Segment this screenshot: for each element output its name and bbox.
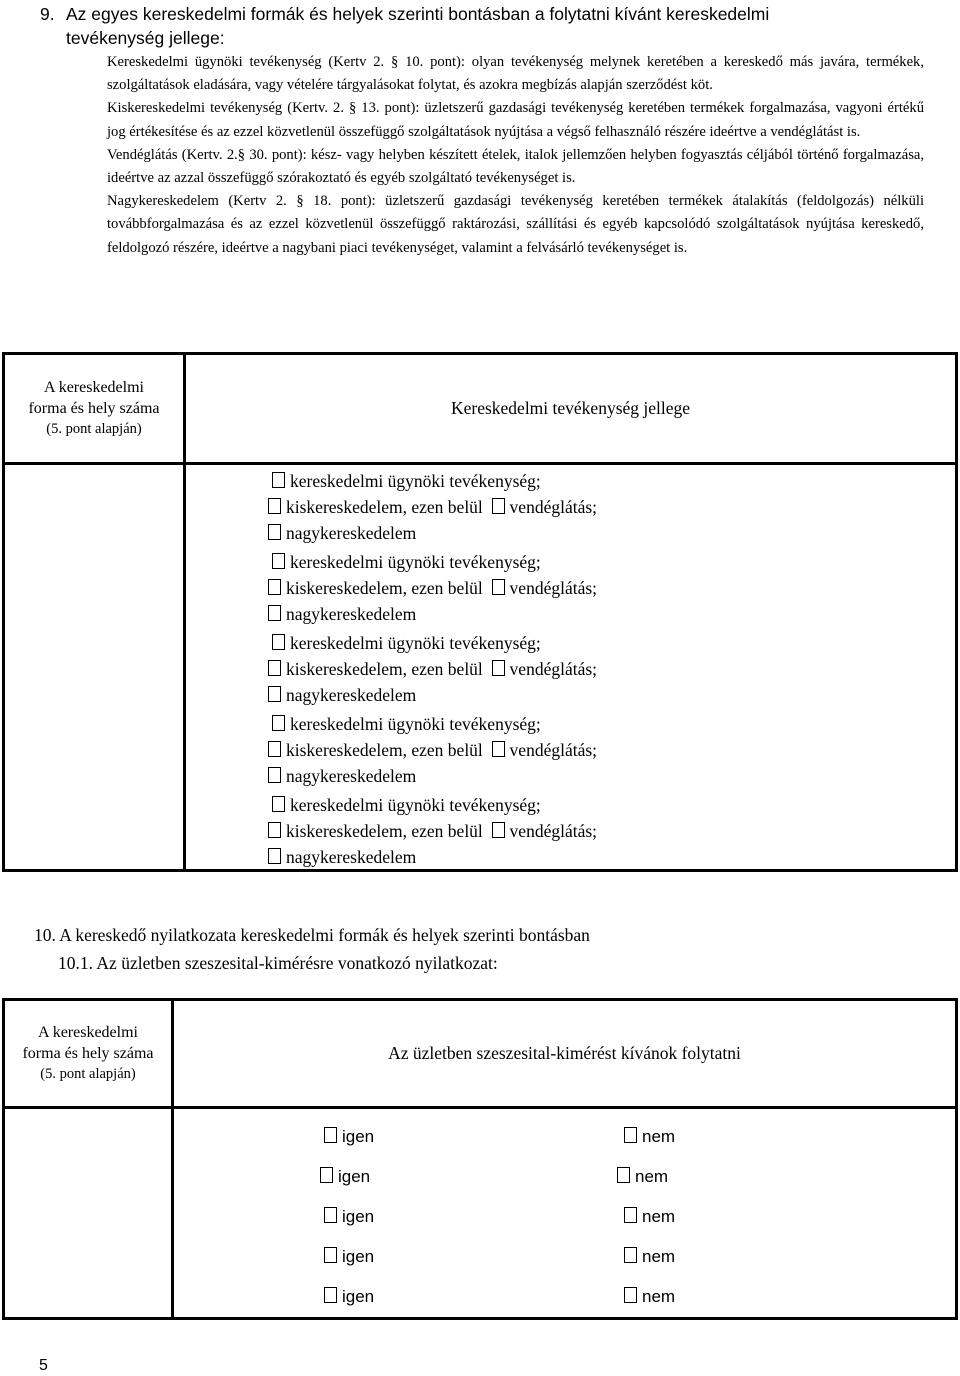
- table2-options: [174, 1109, 955, 1317]
- option-label: kiskereskedelem, ezen belül: [286, 497, 483, 517]
- option-label: kereskedelmi ügynöki tevékenység;: [290, 714, 541, 734]
- option-agent-2[interactable]: [272, 552, 541, 572]
- checkbox-icon[interactable]: [324, 1127, 337, 1143]
- option-retail-1[interactable]: [268, 497, 597, 517]
- table1-left-header: [4, 354, 185, 464]
- checkbox-icon[interactable]: [268, 741, 281, 757]
- option-wholesale-2[interactable]: [268, 604, 416, 624]
- section-9-heading: [40, 2, 930, 50]
- option-label: nagykereskedelem: [286, 523, 417, 543]
- checkbox-icon[interactable]: [268, 848, 281, 864]
- option-yes-4[interactable]: [324, 1247, 374, 1267]
- option-label: nem: [642, 1207, 676, 1226]
- checkbox-icon[interactable]: [624, 1287, 637, 1303]
- option-retail-5[interactable]: [268, 821, 597, 841]
- option-label: kiskereskedelem, ezen belül: [286, 578, 483, 598]
- checkbox-icon[interactable]: [492, 498, 505, 514]
- table2-options-cell: [173, 1108, 957, 1319]
- checkbox-icon[interactable]: [624, 1247, 637, 1263]
- option-label: kereskedelmi ügynöki tevékenység;: [290, 471, 541, 491]
- option-label: igen: [342, 1207, 375, 1226]
- option-wholesale-3[interactable]: [268, 685, 416, 705]
- table1-left-header-line2: forma és hely száma: [28, 400, 160, 417]
- option-retail-3[interactable]: [268, 659, 597, 679]
- checkbox-icon[interactable]: [492, 660, 505, 676]
- checkbox-icon[interactable]: [324, 1207, 337, 1223]
- definition-wholesale: Nagykereskedelem (Kertv 2. § 18. pont): üzletszerű gazdasági tevékenység keretében termékek átalakítás (feldolgozás) nélküli továbbforgalmazása és az ezzel közvetlenül összefüggő raktározási, szállítási és egyéb kapcsolódó szolgáltatások nyújtása kereskedő, feldolgozó részére, ideértve a nagybani piaci tevékenységet, valamint a felvásárló tevékenységet is.: [107, 193, 924, 256]
- checkbox-icon[interactable]: [272, 715, 285, 731]
- checkbox-icon[interactable]: [324, 1287, 337, 1303]
- option-agent-1[interactable]: [272, 471, 541, 491]
- checkbox-icon[interactable]: [268, 660, 281, 676]
- option-label: igen: [342, 1287, 375, 1306]
- option-yes-1[interactable]: [324, 1127, 374, 1147]
- option-label: nem: [642, 1127, 676, 1146]
- checkbox-icon[interactable]: [268, 767, 281, 783]
- table2-left-header-line2: forma és hely száma: [22, 1045, 154, 1062]
- checkbox-icon[interactable]: [492, 822, 505, 838]
- option-retail-2[interactable]: [268, 578, 597, 598]
- option-no-2[interactable]: [617, 1167, 668, 1187]
- option-label: nem: [642, 1287, 676, 1306]
- table1-left-header-line3: (5. pont alapján): [46, 421, 142, 437]
- option-label: vendéglátás;: [509, 497, 598, 517]
- table2-left-header-line1: A kereskedelmi: [38, 1024, 138, 1041]
- checkbox-icon[interactable]: [324, 1247, 337, 1263]
- option-no-3[interactable]: [624, 1207, 675, 1227]
- table2-left-header: [4, 1000, 173, 1108]
- option-label: nagykereskedelem: [286, 604, 417, 624]
- option-label: vendéglátás;: [509, 740, 598, 760]
- checkbox-icon[interactable]: [272, 472, 285, 488]
- option-label: vendéglátás;: [509, 578, 598, 598]
- checkbox-icon[interactable]: [272, 553, 285, 569]
- option-label: vendéglátás;: [509, 821, 598, 841]
- alcohol-serving-table: [2, 998, 958, 1320]
- option-agent-3[interactable]: [272, 633, 541, 653]
- definition-retail: Kiskereskedelmi tevékenység (Kertv. 2. § 13. pont): üzletszerű gazdasági tevékenység keretében termékek forgalmazása, vagyoni értékű jog értékesítése és az ezzel közvetlenül összefüggő szolgáltatások nyújtása a végső felhasználó részére ideértve a vendéglátást is.: [107, 100, 924, 140]
- activity-type-table: [2, 352, 958, 872]
- option-wholesale-1[interactable]: [268, 523, 416, 543]
- checkbox-icon[interactable]: [268, 605, 281, 621]
- table1-form-number-cell[interactable]: [4, 464, 185, 871]
- definition-catering: Vendéglátás (Kertv. 2.§ 30. pont): kész- vagy helyben készített ételek, italok jellemzően helyben fogyasztás céljából történő forgalmazása, ideértve az azzal összefüggő szórakoztató és egyéb szolgáltató tevékenységet is.: [107, 146, 924, 187]
- option-label: igen: [342, 1247, 375, 1266]
- option-wholesale-5[interactable]: [268, 847, 416, 867]
- option-label: kereskedelmi ügynöki tevékenység;: [290, 552, 541, 572]
- option-yes-3[interactable]: [324, 1207, 374, 1227]
- checkbox-icon[interactable]: [272, 796, 285, 812]
- checkbox-icon[interactable]: [268, 579, 281, 595]
- option-label: kereskedelmi ügynöki tevékenység;: [290, 795, 541, 815]
- table1-left-header-line1: A kereskedelmi: [44, 379, 144, 396]
- option-yes-2[interactable]: [320, 1167, 370, 1187]
- section-9-number: 9.: [40, 4, 55, 24]
- section-9-title-line2: tevékenység jellege:: [66, 28, 225, 48]
- option-label: kiskereskedelem, ezen belül: [286, 821, 483, 841]
- checkbox-icon[interactable]: [617, 1167, 630, 1183]
- page-number: 5: [39, 1357, 48, 1374]
- table1-right-header: Kereskedelmi tevékenység jellege: [185, 354, 957, 464]
- definitions-block: [107, 51, 924, 260]
- table1-options-cell: [185, 464, 957, 871]
- option-label: nagykereskedelem: [286, 685, 417, 705]
- option-yes-5[interactable]: [324, 1287, 374, 1307]
- table2-left-header-line3: (5. pont alapján): [40, 1066, 136, 1082]
- section-9-title-line1: Az egyes kereskedelmi formák és helyek szerinti bontásban a folytatni kívánt kereskedelmi: [66, 4, 770, 24]
- option-no-5[interactable]: [624, 1287, 675, 1307]
- option-no-4[interactable]: [624, 1247, 675, 1267]
- option-label: kereskedelmi ügynöki tevékenység;: [290, 633, 541, 653]
- checkbox-icon[interactable]: [320, 1167, 333, 1183]
- option-label: kiskereskedelem, ezen belül: [286, 740, 483, 760]
- option-agent-5[interactable]: [272, 795, 541, 815]
- table2-right-header: Az üzletben szeszesital-kimérést kívánok folytatni: [173, 1000, 957, 1108]
- option-label: igen: [342, 1127, 375, 1146]
- option-label: nem: [635, 1167, 669, 1186]
- checkbox-icon[interactable]: [268, 498, 281, 514]
- table1-options: [186, 465, 955, 869]
- option-label: nagykereskedelem: [286, 766, 417, 786]
- option-label: nem: [642, 1247, 676, 1266]
- option-label: igen: [338, 1167, 371, 1186]
- checkbox-icon[interactable]: [268, 524, 281, 540]
- section-10-heading: 10. A kereskedő nyilatkozata kereskedelmi formák és helyek szerinti bontásban: [34, 925, 590, 945]
- checkbox-icon[interactable]: [268, 686, 281, 702]
- option-label: vendéglátás;: [509, 659, 598, 679]
- table2-form-number-cell[interactable]: [4, 1108, 173, 1319]
- section-10-1-heading: 10.1. Az üzletben szeszesital-kimérésre vonatkozó nyilatkozat:: [58, 953, 498, 973]
- checkbox-icon[interactable]: [492, 741, 505, 757]
- checkbox-icon[interactable]: [624, 1127, 637, 1143]
- checkbox-icon[interactable]: [492, 579, 505, 595]
- checkbox-icon[interactable]: [268, 822, 281, 838]
- option-label: kiskereskedelem, ezen belül: [286, 659, 483, 679]
- option-retail-4[interactable]: [268, 740, 597, 760]
- option-no-1[interactable]: [624, 1127, 675, 1147]
- checkbox-icon[interactable]: [624, 1207, 637, 1223]
- checkbox-icon[interactable]: [272, 634, 285, 650]
- option-agent-4[interactable]: [272, 714, 541, 734]
- definition-agent: Kereskedelmi ügynöki tevékenység (Kertv 2. § 10. pont): olyan tevékenység melynek keretében a kereskedő más javára, termékek, szolgáltatások eladására, vagy vételére tárgyalásokat folytat, és azokra megbízás alapján szerződést köt.: [107, 54, 924, 94]
- option-label: nagykereskedelem: [286, 847, 417, 867]
- option-wholesale-4[interactable]: [268, 766, 416, 786]
